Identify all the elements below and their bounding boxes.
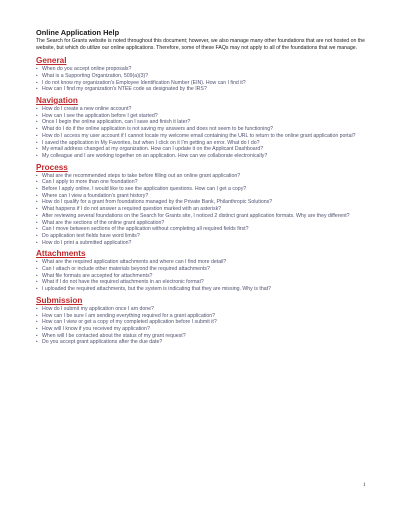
faq-list xyxy=(36,259,370,293)
faq-text: What do I do if the online application is not saving my answers and does not seem to be functioning? xyxy=(42,126,273,133)
faq-link[interactable] xyxy=(36,153,370,160)
bullet-icon: • xyxy=(36,325,38,331)
bullet-icon: • xyxy=(36,286,38,292)
faq-text: How can I see the application before I get started? xyxy=(42,112,158,119)
faq-text: How do I qualify for a grant from foundations managed by the Private Bank, Philanthropic Solutions? xyxy=(42,199,273,206)
faq-link[interactable] xyxy=(36,86,370,93)
faq-link[interactable] xyxy=(36,333,370,340)
bullet-icon: • xyxy=(36,305,38,311)
bullet-icon: • xyxy=(36,172,38,178)
faq-text: How can I find my organization's NTEE code as designated by the IRS? xyxy=(42,86,207,93)
faq-link[interactable] xyxy=(36,273,370,280)
faq-text: When will I be contacted about the status of my grant request? xyxy=(42,332,186,339)
faq-link[interactable] xyxy=(36,186,370,193)
faq-link[interactable] xyxy=(36,199,370,206)
faq-text: How can I view or get a copy of my completed application before I submit it? xyxy=(42,319,217,326)
bullet-icon: • xyxy=(36,132,38,138)
bullet-icon: • xyxy=(36,66,38,72)
section-process xyxy=(36,163,370,247)
faq-text: How do I submit my application once I am done? xyxy=(42,305,154,312)
bullet-icon: • xyxy=(36,146,38,152)
bullet-icon: • xyxy=(36,199,38,205)
faq-text: How do I access my user account if I cannot locate my welcome email containing the URL to return to the online grant application portal? xyxy=(42,132,356,139)
bullet-icon: • xyxy=(36,319,38,325)
page-title: Online Application Help xyxy=(36,28,120,37)
bullet-icon: • xyxy=(36,192,38,198)
section-attachments xyxy=(36,249,370,293)
bullet-icon: • xyxy=(36,332,38,338)
faq-link[interactable] xyxy=(36,179,370,186)
faq-text: I saved the application in My Favorites, but when I click on it I'm getting an error. What do I do? xyxy=(42,139,260,146)
bullet-icon: • xyxy=(36,212,38,218)
bullet-icon: • xyxy=(36,226,38,232)
document-page xyxy=(36,28,370,349)
faq-text: When do you accept online proposals? xyxy=(42,66,132,73)
faq-text: What are the sections of the online grant application? xyxy=(42,219,165,226)
faq-link[interactable] xyxy=(36,220,370,227)
faq-text: How will I know if you received my application? xyxy=(42,325,150,332)
bullet-icon: • xyxy=(36,232,38,238)
faq-link[interactable] xyxy=(36,206,370,213)
section-heading: Attachments xyxy=(36,249,86,259)
faq-link[interactable] xyxy=(36,173,370,180)
faq-text: I uploaded the required attachments, but the system is indicating that they are missing. Why is that? xyxy=(42,286,271,293)
intro-paragraph: The Search for Grants website is noted throughout this document; however, we also manage many other foundations that are not hosted on the website, but which do utilize our online applications. Therefore, some of these FAQs may not apply to all of the foundations that we manage. xyxy=(36,38,366,51)
faq-text: Can I move between sections of the application without completing all required fields first? xyxy=(42,226,249,233)
bullet-icon: • xyxy=(36,112,38,118)
faq-text: Before I apply online, I would like to see the application questions. How can I get a copy? xyxy=(42,186,247,193)
section-heading: Submission xyxy=(36,295,83,305)
faq-link[interactable] xyxy=(36,240,370,247)
bullet-icon: • xyxy=(36,126,38,132)
section-heading: General xyxy=(36,56,67,66)
section-navigation xyxy=(36,96,370,160)
faq-text: What are the required application attachments and where can I find more detail? xyxy=(42,259,227,266)
faq-text: My email address changed at my organization. How can I update it on the Applicant Dashboard? xyxy=(42,146,264,153)
faq-text: After reviewing several foundations on the Search for Grants site, I noticed 2 distinct grant application formats. Why are they different? xyxy=(42,212,350,219)
bullet-icon: • xyxy=(36,139,38,145)
faq-list xyxy=(36,306,370,346)
faq-link[interactable] xyxy=(36,319,370,326)
faq-link[interactable] xyxy=(36,266,370,273)
bullet-icon: • xyxy=(36,152,38,158)
faq-list xyxy=(36,66,370,93)
bullet-icon: • xyxy=(36,272,38,278)
bullet-icon: • xyxy=(36,339,38,345)
faq-link[interactable] xyxy=(36,133,370,140)
faq-link[interactable] xyxy=(36,193,370,200)
bullet-icon: • xyxy=(36,219,38,225)
bullet-icon: • xyxy=(36,312,38,318)
faq-link[interactable] xyxy=(36,226,370,233)
section-heading: Navigation xyxy=(36,96,78,105)
faq-link[interactable] xyxy=(36,259,370,266)
faq-text: How do I create a new online account? xyxy=(42,106,132,112)
faq-text: I do not know my organization's Employee Identification Number (EIN). How can I find it? xyxy=(42,79,246,86)
faq-text: What if I do not have the required attachments in an electronic format? xyxy=(42,279,204,286)
bullet-icon: • xyxy=(36,186,38,192)
faq-text: What are the recommended steps to take before filling out an online grant application? xyxy=(42,172,241,179)
faq-link[interactable] xyxy=(36,66,370,73)
faq-link[interactable] xyxy=(36,146,370,153)
faq-link[interactable] xyxy=(36,286,370,293)
bullet-icon: • xyxy=(36,106,38,111)
faq-link[interactable] xyxy=(36,126,370,133)
bullet-icon: • xyxy=(36,266,38,272)
faq-link[interactable] xyxy=(36,326,370,333)
faq-link[interactable] xyxy=(36,106,370,113)
section-heading: Process xyxy=(36,162,68,172)
faq-text: How do I print a submitted application? xyxy=(42,239,132,246)
faq-text: Can I apply to more than one foundation? xyxy=(42,179,138,186)
faq-text: Once I begin the online application, can I save and finish it later? xyxy=(42,119,191,126)
page-number: 1 xyxy=(363,482,366,488)
faq-link[interactable] xyxy=(36,80,370,87)
bullet-icon: • xyxy=(36,259,38,265)
faq-link[interactable] xyxy=(36,113,370,120)
faq-text: Can I attach or include other materials beyond the required attachments? xyxy=(42,266,210,273)
faq-link[interactable] xyxy=(36,339,370,346)
bullet-icon: • xyxy=(36,279,38,285)
section-general xyxy=(36,56,370,93)
faq-link[interactable] xyxy=(36,213,370,220)
bullet-icon: • xyxy=(36,206,38,212)
faq-list xyxy=(36,106,370,160)
faq-link[interactable] xyxy=(36,306,370,313)
bullet-icon: • xyxy=(36,79,38,85)
section-submission xyxy=(36,296,370,346)
faq-link[interactable] xyxy=(36,73,370,80)
faq-text: How can I be sure I am sending everything required for a grant application? xyxy=(42,312,216,319)
faq-link[interactable] xyxy=(36,313,370,320)
bullet-icon: • xyxy=(36,179,38,185)
bullet-icon: • xyxy=(36,119,38,125)
faq-text: Do application text fields have word limits? xyxy=(42,232,140,239)
bullet-icon: • xyxy=(36,239,38,245)
faq-link[interactable] xyxy=(36,233,370,240)
faq-link[interactable] xyxy=(36,119,370,126)
faq-text: What is a Supporting Organization, 509(a)(3)? xyxy=(42,72,149,79)
faq-text: What file formats are accepted for attachments? xyxy=(42,272,153,279)
bullet-icon: • xyxy=(36,72,38,78)
faq-text: Where can I view a foundation's grant history? xyxy=(42,192,149,199)
bullet-icon: • xyxy=(36,86,38,92)
faq-text: What happens if I do not answer a required question marked with an asterisk? xyxy=(42,206,222,213)
faq-text: Do you accept grant applications after the due date? xyxy=(42,339,163,346)
faq-text: My colleague and I are working together on an application. How can we collaborate electronically? xyxy=(42,152,268,159)
faq-list xyxy=(36,173,370,247)
faq-link[interactable] xyxy=(36,279,370,286)
faq-link[interactable] xyxy=(36,140,370,147)
